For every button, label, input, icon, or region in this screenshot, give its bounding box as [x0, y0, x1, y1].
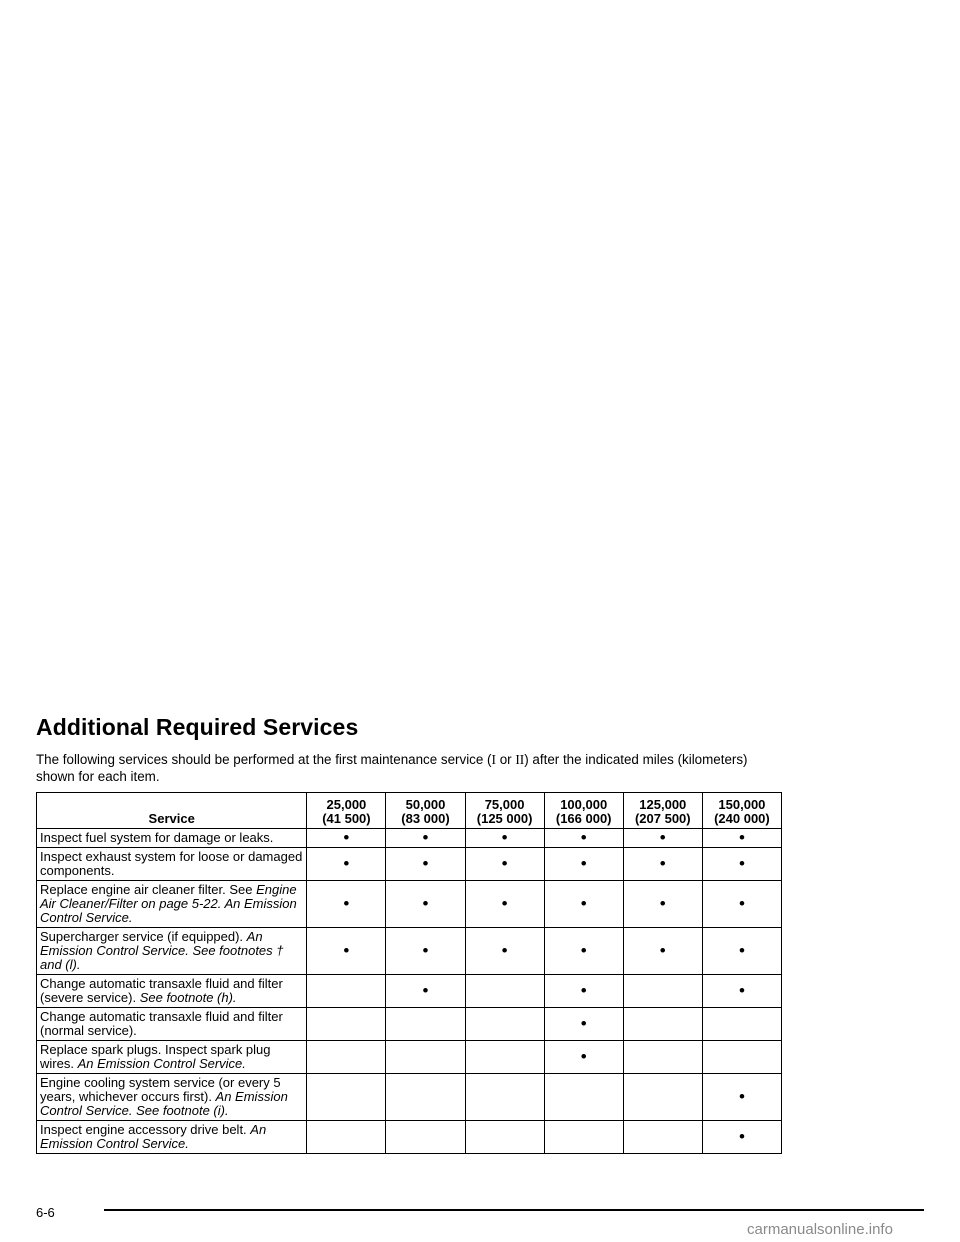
empty-cell	[544, 1121, 623, 1154]
service-description	[37, 848, 307, 881]
service-due-bullet: •	[544, 975, 623, 1008]
service-description	[37, 1074, 307, 1121]
intro-or: or	[495, 752, 516, 767]
table-row	[37, 975, 782, 1008]
service-description	[37, 829, 307, 848]
empty-cell	[307, 1121, 386, 1154]
interval-miles: 75,000	[484, 797, 525, 812]
interval-km: (207 500)	[634, 811, 691, 826]
service-due-bullet: •	[702, 848, 781, 881]
service-due-bullet: •	[702, 975, 781, 1008]
interval-miles: 100,000	[560, 797, 608, 812]
service-due-bullet: •	[544, 848, 623, 881]
table-row	[37, 881, 782, 928]
service-description	[37, 1008, 307, 1041]
empty-cell	[465, 1008, 544, 1041]
table-row	[37, 848, 782, 881]
service-text: Replace engine air cleaner filter. See	[40, 882, 257, 897]
interval-miles: 125,000	[639, 797, 687, 812]
service-due-bullet: •	[702, 928, 781, 975]
interval-km: (166 000)	[555, 811, 612, 826]
intro-text-before: The following services should be performed at the first maintenance service (	[36, 752, 492, 767]
interval-km: (125 000)	[476, 811, 533, 826]
empty-cell	[307, 1008, 386, 1041]
service-text: Inspect engine accessory drive belt.	[40, 1122, 251, 1137]
service-description	[37, 975, 307, 1008]
empty-cell	[623, 1041, 702, 1074]
footer-rule	[104, 1209, 924, 1211]
interval-header	[465, 793, 544, 829]
service-text: Supercharger service (if equipped).	[40, 929, 247, 944]
service-due-bullet: •	[307, 928, 386, 975]
service-reference: An Emission Control Service. See footnote (i).	[40, 1089, 288, 1118]
table-row	[37, 1121, 782, 1154]
service-schedule-table	[36, 792, 782, 1154]
service-due-bullet: •	[386, 829, 465, 848]
service-text: Change automatic transaxle fluid and filter (normal service).	[40, 1009, 283, 1038]
service-due-bullet: •	[702, 829, 781, 848]
service-reference: An Emission Control Service.	[77, 1056, 246, 1071]
service-reference: An Emission Control Service. See footnotes † and (l).	[40, 929, 284, 972]
service-due-bullet: •	[702, 1121, 781, 1154]
service-description	[37, 1041, 307, 1074]
interval-km: (240 000)	[714, 811, 770, 826]
interval-header	[386, 793, 465, 829]
table-row	[37, 1008, 782, 1041]
page-number: 6-6	[36, 1205, 55, 1220]
service-due-bullet: •	[386, 928, 465, 975]
service-due-bullet: •	[544, 1008, 623, 1041]
service-due-bullet: •	[465, 848, 544, 881]
table-row	[37, 1041, 782, 1074]
table-row	[37, 829, 782, 848]
service-due-bullet: •	[307, 829, 386, 848]
intro-text-after: ) after the indicated miles (kilometers) shown for each item.	[36, 752, 748, 784]
service-due-bullet: •	[702, 1074, 781, 1121]
interval-header	[623, 793, 702, 829]
service-due-bullet: •	[623, 928, 702, 975]
empty-cell	[702, 1041, 781, 1074]
service-due-bullet: •	[623, 829, 702, 848]
service-text: Inspect exhaust system for loose or damaged components.	[40, 849, 303, 878]
service-column-header: Service	[37, 793, 307, 829]
empty-cell	[465, 1121, 544, 1154]
empty-cell	[386, 1008, 465, 1041]
service-due-bullet: •	[386, 975, 465, 1008]
interval-miles: 50,000	[405, 797, 446, 812]
intro-paragraph	[36, 751, 776, 785]
table-row	[37, 1074, 782, 1121]
service-due-bullet: •	[307, 848, 386, 881]
service-due-bullet: •	[307, 881, 386, 928]
empty-cell	[386, 1121, 465, 1154]
table-header-row	[37, 793, 782, 829]
page-title: Additional Required Services	[36, 714, 359, 740]
service-due-bullet: •	[623, 848, 702, 881]
service-description	[37, 881, 307, 928]
service-due-bullet: •	[544, 928, 623, 975]
interval-km: (83 000)	[401, 811, 450, 826]
interval-header	[702, 793, 781, 829]
service-due-bullet: •	[386, 848, 465, 881]
interval-header	[307, 793, 386, 829]
service-reference: An Emission Control Service.	[40, 1122, 267, 1151]
service-due-bullet: •	[465, 881, 544, 928]
empty-cell	[307, 1074, 386, 1121]
empty-cell	[623, 1074, 702, 1121]
service-due-bullet: •	[623, 881, 702, 928]
empty-cell	[465, 1074, 544, 1121]
empty-cell	[465, 1041, 544, 1074]
empty-cell	[544, 1074, 623, 1121]
interval-miles: 25,000	[326, 797, 367, 812]
empty-cell	[307, 1041, 386, 1074]
empty-cell	[623, 1121, 702, 1154]
empty-cell	[623, 1008, 702, 1041]
empty-cell	[386, 1074, 465, 1121]
service-description	[37, 928, 307, 975]
empty-cell	[702, 1008, 781, 1041]
interval-km: (41 500)	[322, 811, 371, 826]
service-reference: Engine Air Cleaner/Filter on page 5-22. An Emission Control Service.	[40, 882, 297, 925]
service-due-bullet: •	[544, 829, 623, 848]
table-row	[37, 928, 782, 975]
interval-header	[544, 793, 623, 829]
empty-cell	[465, 975, 544, 1008]
service-due-bullet: •	[386, 881, 465, 928]
service-due-bullet: •	[465, 829, 544, 848]
empty-cell	[307, 975, 386, 1008]
service-reference: See footnote (h).	[139, 990, 237, 1005]
table-body	[37, 829, 782, 1154]
interval-miles: 150,000	[718, 797, 766, 812]
service-due-bullet: •	[465, 928, 544, 975]
service-text: Replace spark plugs. Inspect spark plug wires.	[40, 1042, 271, 1071]
service-due-bullet: •	[544, 1041, 623, 1074]
service-text: Engine cooling system service (or every 5 years, whichever occurs first).	[40, 1075, 281, 1104]
service-mark-i: I	[491, 752, 496, 767]
service-due-bullet: •	[544, 881, 623, 928]
service-text: Change automatic transaxle fluid and filter (severe service).	[40, 976, 283, 1005]
empty-cell	[623, 975, 702, 1008]
service-mark-ii: II	[515, 752, 525, 767]
service-description	[37, 1121, 307, 1154]
service-due-bullet: •	[702, 881, 781, 928]
service-text: Inspect fuel system for damage or leaks.	[40, 830, 274, 845]
empty-cell	[386, 1041, 465, 1074]
watermark: carmanualsonline.info	[747, 1221, 893, 1238]
